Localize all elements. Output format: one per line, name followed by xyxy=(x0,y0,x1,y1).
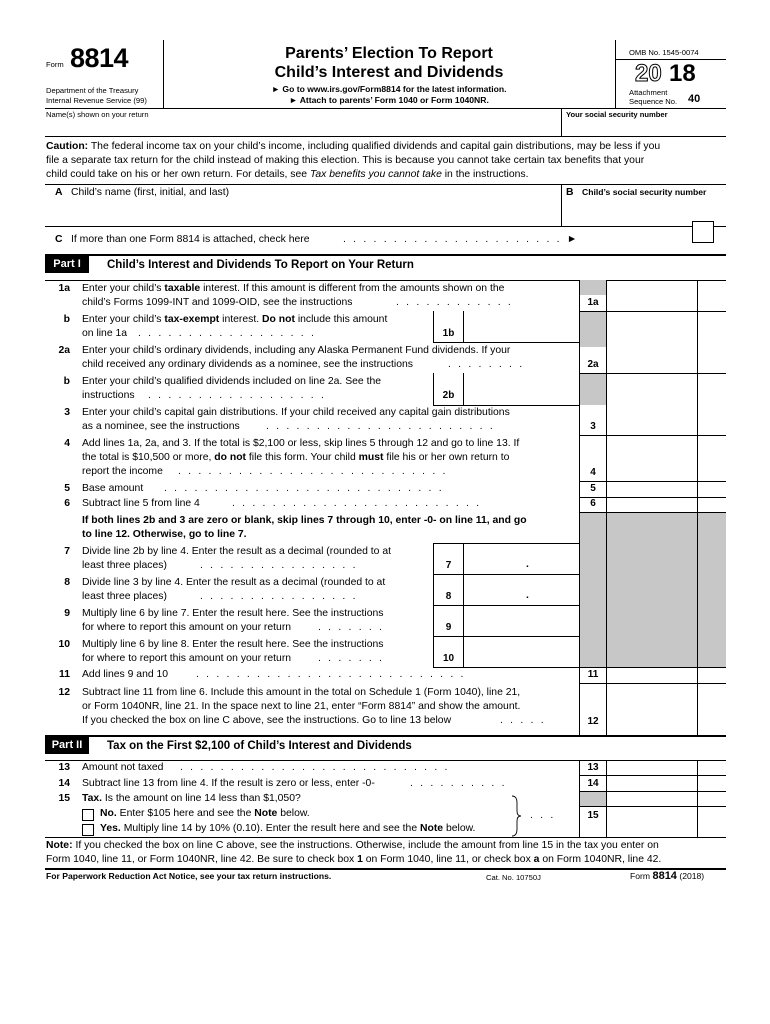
line-1a-box-label: 1a xyxy=(587,297,599,308)
instructions-link-line: ► Go to www.irs.gov/Form8814 for the latest information. xyxy=(271,84,507,94)
line-4-box-label: 4 xyxy=(590,467,596,478)
line-b-letter: B xyxy=(566,187,574,198)
line-c-leader: . . . . . . . . . . . . . . . . . . . . . . ► xyxy=(343,234,580,245)
line-15-yes-checkbox[interactable] xyxy=(82,824,94,836)
line-4-text1: Add lines 1a, 2a, and 3. If the total is $2,100 or less, skip lines 5 through 12 and go to line 13. If xyxy=(82,438,520,449)
line-12-text1: Subtract line 11 from line 6. Include this amount in the total on Schedule 1 (Form 1040), line 21, xyxy=(82,687,521,698)
line-2b-text2: instructions xyxy=(82,390,135,401)
sequence-number: 40 xyxy=(688,93,701,105)
line-8-decimal-point: . xyxy=(526,590,529,601)
line-15-box-label: 15 xyxy=(587,810,599,821)
caution-line2: file a separate tax return for the child instead of making this election. This is because you cannot take certain tax benefits that your xyxy=(46,155,645,166)
form-title-line1: Parents’ Election To Report xyxy=(285,45,493,62)
line-12-leader: . . . . . xyxy=(500,715,546,726)
names-input[interactable] xyxy=(46,121,558,135)
line-13-amount[interactable] xyxy=(607,761,696,775)
line-11-number: 11 xyxy=(59,669,70,680)
line-9-text1: Multiply line 6 by line 7. Enter the result here. See the instructions xyxy=(82,608,384,619)
line-10-number: 10 xyxy=(58,639,70,650)
attachment-label: Attachment xyxy=(629,88,668,97)
part2-title: Tax on the First $2,100 of Child’s Interest and Dividends xyxy=(107,740,412,752)
footer-form-id: Form 8814 (2018) xyxy=(630,870,705,882)
note-line1: Note: If you checked the box on line C above, see the instructions. Otherwise, include the amount from line 15 in the tax you enter on xyxy=(46,840,659,851)
line-11-text: Add lines 9 and 10 xyxy=(82,669,169,680)
line-1a-text2: child’s Forms 1099-INT and 1099-OID, see the instructions xyxy=(82,297,353,308)
caution-line1: Caution: The federal income tax on your child’s income, including qualified dividends and capital gain distributions, may be less if you xyxy=(46,141,661,152)
catalog-number: Cat. No. 10750J xyxy=(486,873,541,882)
line-13-leader: . . . . . . . . . . . . . . . . . . . . . . . . . . . xyxy=(180,762,450,773)
line-15-leader: . . . xyxy=(530,810,556,821)
attach-instruction-line: ► Attach to parents’ Form 1040 or Form 1040NR. xyxy=(289,95,489,105)
line-2a-text2: child received any ordinary dividends as a nominee, see the instructions xyxy=(82,359,413,370)
line-9-box-label: 9 xyxy=(445,622,452,633)
skip-note-line2: to line 12. Otherwise, go to line 7. xyxy=(82,529,247,540)
line-4-number: 4 xyxy=(64,438,70,449)
line-7-text2: least three places) xyxy=(82,560,167,571)
sequence-label: Sequence No. xyxy=(629,97,678,106)
line-15-no-checkbox[interactable] xyxy=(82,809,94,821)
line-11-leader: . . . . . . . . . . . . . . . . . . . . . . . . . . . xyxy=(196,669,466,680)
line-6-text: Subtract line 5 from line 4 xyxy=(82,498,200,509)
line-15-brace xyxy=(510,795,522,837)
line-10-leader: . . . . . . . xyxy=(318,653,385,664)
line-14-box-label: 14 xyxy=(587,778,599,789)
line-15-amount[interactable] xyxy=(607,808,696,836)
line-5-amount[interactable] xyxy=(607,482,696,496)
line-5-text: Base amount xyxy=(82,483,144,494)
line-11-box-label: 11 xyxy=(587,669,599,680)
line-14-number: 14 xyxy=(58,778,70,789)
line-3-text1: Enter your child’s capital gain distributions. If your child received any capital gain distributions xyxy=(82,407,510,418)
line-c-letter: C xyxy=(55,234,63,245)
line-3-leader: . . . . . . . . . . . . . . . . . . . . . . . xyxy=(266,421,495,432)
form-label: Form xyxy=(46,60,64,69)
line-7-leader: . . . . . . . . . . . . . . . . xyxy=(200,560,358,571)
line-1a-leader: . . . . . . . . . . . . xyxy=(396,297,513,308)
skip-note-line1: If both lines 2b and 3 are zero or blank, skip lines 7 through 10, enter -0- on line 11, and go xyxy=(82,515,527,526)
line-2a-text1: Enter your child’s ordinary dividends, including any Alaska Permanent Fund dividends. If your xyxy=(82,345,511,356)
line-2b-number: b xyxy=(63,376,70,387)
line-8-leader: . . . . . . . . . . . . . . . . xyxy=(200,591,358,602)
line-9-amount[interactable] xyxy=(464,621,578,635)
line-8-text2: least three places) xyxy=(82,591,167,602)
line-1a-amount[interactable] xyxy=(607,296,696,310)
line-14-text: Subtract line 13 from line 4. If the result is zero or less, enter -0- xyxy=(82,778,375,789)
part1-label: Part I xyxy=(45,256,89,273)
line-9-text2: for where to report this amount on your return xyxy=(82,622,292,633)
line-4-text2: the total is $10,500 or more, do not file this form. Your child must file his or her own return to xyxy=(82,452,510,463)
line-13-text: Amount not taxed xyxy=(82,762,164,773)
child-ssn-label: Child’s social security number xyxy=(582,187,707,197)
line-5-leader: . . . . . . . . . . . . . . . . . . . . . . . . . . . . xyxy=(164,483,444,494)
line-6-amount[interactable] xyxy=(607,497,696,511)
line-2b-box-label: 2b xyxy=(442,390,455,401)
line-9-leader: . . . . . . . xyxy=(318,622,385,633)
year-bold: 18 xyxy=(669,60,696,87)
line-15-yes-text: Yes. Multiply line 14 by 10% (0.10). Enter the result here and see the Note below. xyxy=(100,823,476,834)
line-5-box-label: 5 xyxy=(590,483,596,494)
line-15-no-text: No. Enter $105 here and see the Note below. xyxy=(100,808,310,819)
line-2b-text1: Enter your child’s qualified dividends included on line 2a. See the xyxy=(82,376,382,387)
line-12-text2: or Form 1040NR, line 21. In the space next to line 21, enter “Form 8814” and show the amount. xyxy=(82,701,521,712)
line-12-amount[interactable] xyxy=(607,715,696,729)
line-4-leader: . . . . . . . . . . . . . . . . . . . . . . . . . . . xyxy=(178,466,448,477)
irs-line: Internal Revenue Service (99) xyxy=(46,96,147,105)
line-7-number: 7 xyxy=(64,546,70,557)
line-5-number: 5 xyxy=(64,483,70,494)
line-12-text3: If you checked the box on line C above, see the instructions. Go to line 13 below xyxy=(82,715,452,726)
form-title-line2: Child’s Interest and Dividends xyxy=(274,64,504,81)
line-13-box-label: 13 xyxy=(587,762,599,773)
line-c-checkbox[interactable] xyxy=(692,221,714,243)
line-3-box-label: 3 xyxy=(590,421,596,432)
line-15-number: 15 xyxy=(58,793,70,804)
line-3-text2: as a nominee, see the instructions xyxy=(82,421,240,432)
form-number: 8814 xyxy=(70,43,129,73)
line-1b-amount[interactable] xyxy=(464,327,578,341)
line-9-number: 9 xyxy=(64,608,70,619)
line-c-text: If more than one Form 8814 is attached, check here xyxy=(71,234,310,245)
names-label: Name(s) shown on your return xyxy=(46,110,149,119)
line-2b-amount[interactable] xyxy=(464,389,578,403)
line-1b-text2: on line 1a xyxy=(82,328,128,339)
line-8-box-label: 8 xyxy=(445,591,452,602)
line-8-number: 8 xyxy=(64,577,70,588)
line-7-decimal-point: . xyxy=(526,559,529,570)
line-6-box-label: 6 xyxy=(590,498,596,509)
line-1b-box-label: 1b xyxy=(442,328,455,339)
line-1b-leader: . . . . . . . . . . . . . . . . . . xyxy=(138,328,317,339)
line-8-text1: Divide line 3 by line 4. Enter the result as a decimal (rounded to at xyxy=(82,577,386,588)
part2-label: Part II xyxy=(45,737,89,754)
line-12-number: 12 xyxy=(58,687,70,698)
line-7-amount[interactable] xyxy=(464,559,578,573)
line-3-amount[interactable] xyxy=(607,420,696,434)
line-2b-leader: . . . . . . . . . . . . . . . . . . xyxy=(148,390,327,401)
paperwork-notice: For Paperwork Reduction Act Notice, see your tax return instructions. xyxy=(46,871,332,881)
line-7-text1: Divide line 2b by line 4. Enter the result as a decimal (rounded to at xyxy=(82,546,392,557)
line-a-letter: A xyxy=(55,187,63,198)
omb-number: OMB No. 1545-0074 xyxy=(629,48,699,57)
line-1b-number: b xyxy=(63,314,70,325)
line-2a-leader: . . . . . . . . xyxy=(448,359,525,370)
line-6-leader: . . . . . . . . . . . . . . . . . . . . . . . . . xyxy=(232,498,482,509)
child-name-input[interactable] xyxy=(46,202,558,224)
caution-line3: child could take on his or her own return. For details, see Tax benefits you cannot take in the instructions. xyxy=(46,169,529,180)
line-1a-text1: Enter your child’s taxable interest. If this amount is different from the amounts shown on the xyxy=(82,283,505,294)
line-2a-box-label: 2a xyxy=(587,359,599,370)
line-12-box-label: 12 xyxy=(587,716,599,727)
your-ssn-input[interactable] xyxy=(564,121,724,135)
line-11-amount[interactable] xyxy=(607,668,696,682)
line-10-amount[interactable] xyxy=(464,652,578,666)
child-name-label: Child’s name (first, initial, and last) xyxy=(71,187,230,198)
line-3-number: 3 xyxy=(64,407,70,418)
line-14-leader: . . . . . . . . . . xyxy=(410,778,507,789)
line-15-text: Tax. Is the amount on line 14 less than $1,050? xyxy=(82,793,301,804)
line-2a-number: 2a xyxy=(58,345,70,356)
line-4-amount[interactable] xyxy=(607,466,696,480)
line-1a-number: 1a xyxy=(58,283,70,294)
ssn-label: Your social security number xyxy=(566,110,668,119)
line-6-number: 6 xyxy=(64,498,70,509)
line-10-box-label: 10 xyxy=(442,653,455,664)
line-1b-text1: Enter your child’s tax-exempt interest. Do not include this amount xyxy=(82,314,388,325)
line-4-text3: report the income xyxy=(82,466,163,477)
note-line2: Form 1040, line 11, or Form 1040NR, line 42. Be sure to check box 1 on Form 1040, line 11, or check box a on Form 1040NR, line 42. xyxy=(46,854,662,865)
line-8-amount[interactable] xyxy=(464,590,578,604)
line-2a-amount[interactable] xyxy=(607,358,696,372)
line-14-amount[interactable] xyxy=(607,777,696,791)
line-13-number: 13 xyxy=(58,762,70,773)
year-outline: 20 xyxy=(635,60,662,87)
header-divider-right xyxy=(615,40,616,108)
part1-title: Child’s Interest and Dividends To Report on Your Return xyxy=(107,259,414,271)
line-7-box-label: 7 xyxy=(445,560,452,571)
line-10-text2: for where to report this amount on your return xyxy=(82,653,292,664)
line-10-text1: Multiply line 6 by line 8. Enter the result here. See the instructions xyxy=(82,639,384,650)
dept-treasury: Department of the Treasury xyxy=(46,86,139,95)
